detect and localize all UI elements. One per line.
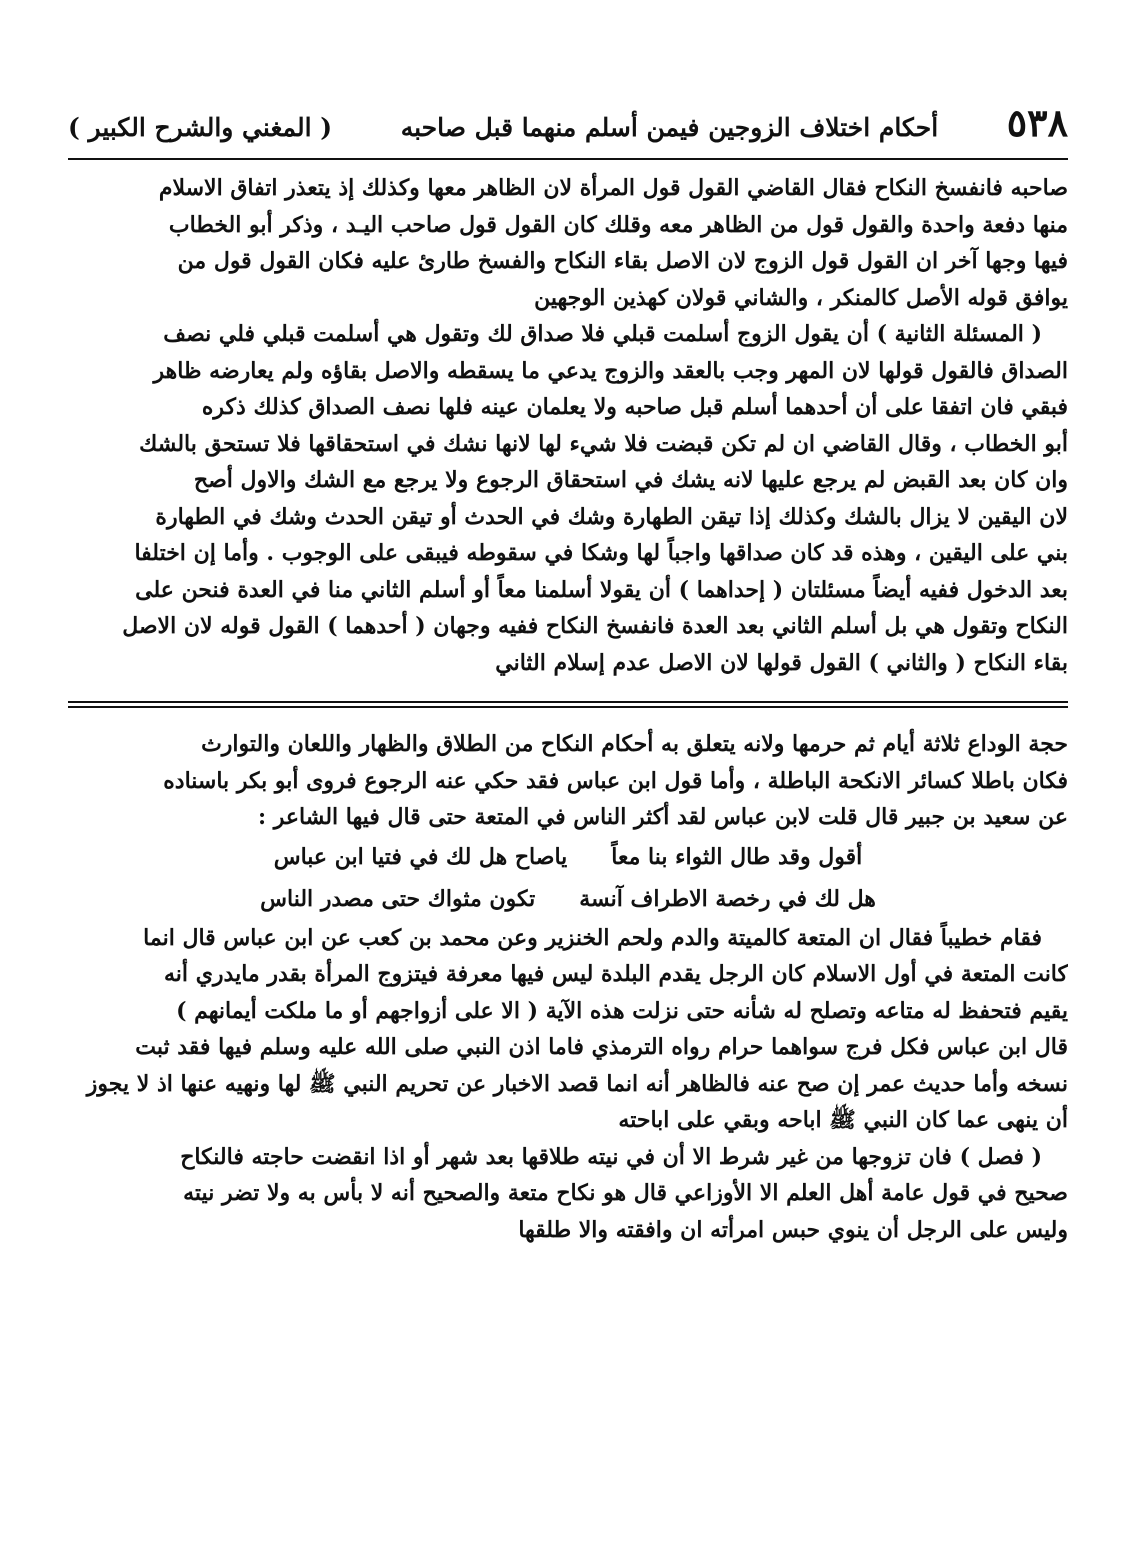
page-number: ٥٣٨	[1006, 100, 1068, 145]
main-text-line: فيها وجها آخر ان القول قول الزوج لان الاصل بقاء النكاح والفسخ طارئ عليه فكان القول قول من	[177, 248, 1068, 274]
page-header	[68, 100, 1068, 154]
commentary-line: نسخه وأما حديث عمر إن صح عنه فالظاهر أنه انما قصد الاخبار عن تحريم النبي ﷺ لها ونهيه عنها اذ لا يجوز	[86, 1070, 1068, 1097]
commentary-line: يقيم فتحفظ له متاعه وتصلح له شأنه حتى نزلت هذه الآية ( الا على أزواجهم أو ما ملكت أيمانهم )	[176, 997, 1068, 1024]
running-title: أحكام اختلاف الزوجين فيمن أسلم منهما قبل صاحبه	[400, 113, 939, 142]
commentary-line: ( فصل ) فان تزوجها من غير شرط الا أن في نيته طلاقها بعد شهر أو اذا انقضت حاجته فالنكاح	[180, 1143, 1042, 1170]
commentary-line: أن ينهى عما كان النبي ﷺ اباحه وبقي على اباحته	[618, 1107, 1068, 1133]
commentary-line: فقام خطيباً فقال ان المتعة كالميتة والدم ولحم الخنزير وعن محمد بن كعب عن ابن عباس قال انما	[143, 924, 1042, 951]
main-text-line: ( المسئلة الثانية ) أن يقول الزوج أسلمت قبلي فلا صداق لك وتقول هي أسلمت قبلي فلي نصف	[163, 321, 1042, 347]
commentary-line: حجة الوداع ثلاثة أيام ثم حرمها ولانه يتعلق به أحكام النكاح من الطلاق والظهار واللعان والتوارث	[201, 731, 1068, 757]
main-text-line: منها دفعة واحدة والقول قول من الظاهر معه وقلك كان القول قول صاحب اليـد ، وذكر أبو الخطاب	[168, 211, 1068, 238]
main-text-line: صاحبه فانفسخ النكاح فقال القاضي القول قول المرأة لان الظاهر معها وكذلك إذ يتعذر اتفاق الاسلام	[158, 175, 1068, 201]
commentary-text	[68, 920, 1068, 1139]
main-text-line: أبو الخطاب ، وقال القاضي ان لم تكن قبضت فلا شيء لها لانها نشك في استحقاقها فلا تستحق بالشك	[139, 430, 1068, 457]
commentary-line: صحيح في قول عامة أهل العلم الا الأوزاعي قال هو نكاح متعة والصحيح أنه لا بأس به ولا تضر نيته	[183, 1180, 1068, 1206]
poem-verse	[68, 836, 1068, 878]
verse-hemistich: هل لك في رخصة الاطراف آنسة	[579, 885, 876, 912]
commentary-line: فكان باطلا كسائر الانكحة الباطلة ، وأما قول ابن عباس فقد حكي عنه الرجوع فروى أبو بكر باسناده	[163, 767, 1068, 794]
commentary-line: قال ابن عباس فكل فرج سواهما حرام رواه الترمذي فاما اذن النبي صلى الله عليه وسلم فيها فقد ثبت	[135, 1034, 1068, 1060]
poem-verse	[68, 878, 1068, 920]
separator-rule	[68, 701, 1068, 703]
verse-hemistich: تكون مثواك حتى مصدر الناس	[260, 885, 536, 912]
verse-hemistich: أقول وقد طال الثواء بنا معاً	[611, 843, 863, 870]
footnote-separator	[68, 701, 1068, 708]
separator-rule	[68, 706, 1068, 708]
main-text-line: الصداق فالقول قولها لان المهر وجب بالعقد والزوج يدعي ما يسقطه والاصل بقاؤه ولم يعارضه ظاهر	[153, 357, 1068, 384]
commentary-line: وليس على الرجل أن ينوي حبس امرأته ان وافقته والا طلقها	[518, 1216, 1068, 1243]
commentary-line: عن سعيد بن جبير قال قلت لابن عباس لقد أكثر الناس في المتعة حتى قال فيها الشاعر :	[257, 804, 1068, 830]
book-page	[68, 100, 1068, 1248]
main-text-line: فبقي فان اتفقا على أن أحدهما أسلم قبل صاحبه ولا يعلمان عينه فلها نصف الصداق كذلك ذكره	[201, 394, 1068, 420]
main-text-line: بقاء النكاح ( والثاني ) القول قولها لان الاصل عدم إسلام الثاني	[495, 649, 1068, 676]
commentary-text	[68, 726, 1068, 836]
book-title: ( المغني والشرح الكبير )	[68, 113, 333, 142]
main-text-line: وان كان بعد القبض لم يرجع عليها لانه يشك في استحقاق الرجوع ولا يرجع مع الشك والاول أصح	[193, 467, 1068, 493]
verse-hemistich: ياصاح هل لك في فتيا ابن عباس	[273, 843, 568, 870]
header-rule	[68, 158, 1068, 160]
main-text-line: يوافق قوله الأصل كالمنكر ، والشاني قولان كهذين الوجهين	[534, 284, 1068, 311]
main-text-line: النكاح وتقول هي بل أسلم الثاني بعد العدة فانفسخ النكاح ففيه وجهان ( أحدهما ) القول قوله لان الاصل	[122, 613, 1068, 639]
main-text	[68, 170, 1068, 681]
main-text-line: بعد الدخول ففيه أيضاً مسئلتان ( إحداهما ) أن يقولا أسلمنا معاً أو أسلم الثاني منا في العدة فنحن على	[135, 576, 1068, 603]
main-text-line: بني على اليقين ، وهذه قد كان صداقها واجباً لها وشكا في سقوطه فيبقى على الوجوب . وأما إن اختلفا	[134, 540, 1068, 566]
main-text-line: لان اليقين لا يزال بالشك وكذلك إذا تيقن الطهارة وشك في الحدث أو تيقن الحدث وشك في الطهارة	[155, 503, 1068, 530]
commentary-fasl	[68, 1139, 1068, 1249]
commentary-line: كانت المتعة في أول الاسلام كان الرجل يقدم البلدة ليس فيها معرفة فيتزوج المرأة بقدر مايدري أنه	[164, 961, 1068, 987]
